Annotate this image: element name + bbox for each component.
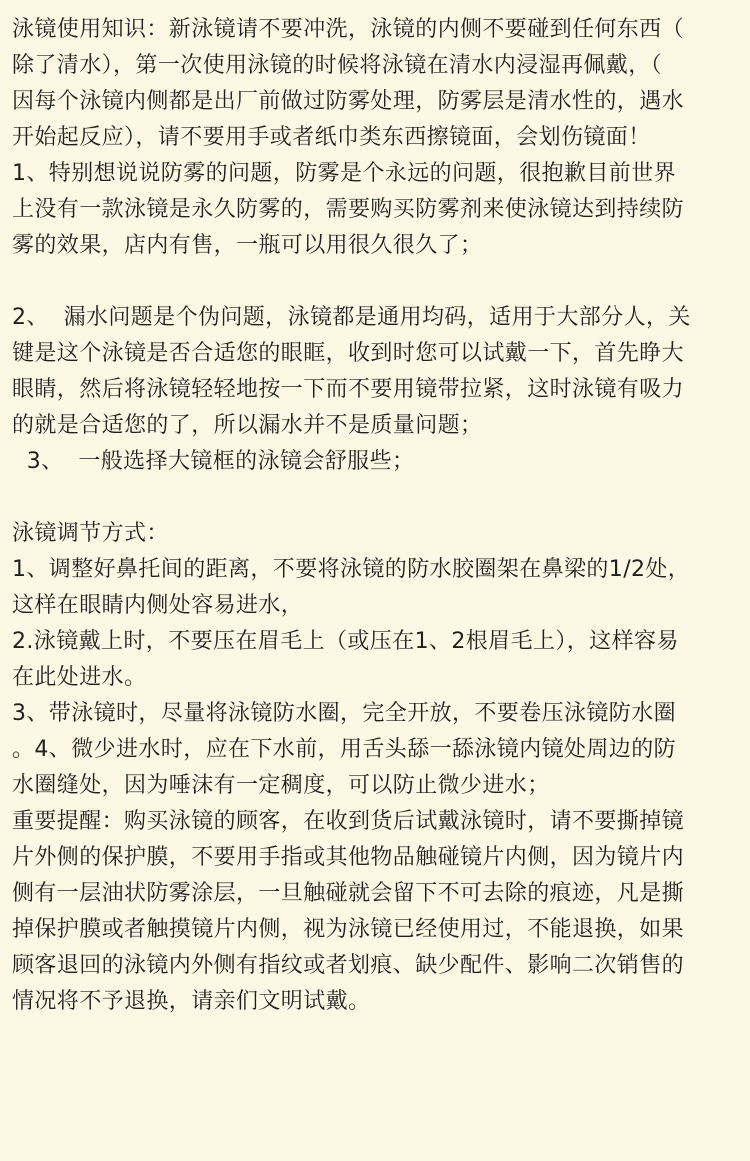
- point-1-line-3: 雾的效果，店内有售，一瓶可以用很久很久了；: [12, 233, 483, 258]
- point-2-line-2: 键是这个泳镜是否合适您的眼眶，收到时您可以试戴一下，首先睁大: [12, 341, 685, 366]
- adjust-4-line-1: 。4、微少进水时，应在下水前，用舌头舔一舔泳镜内镜处周边的防: [12, 737, 676, 762]
- intro-line-3: 因每个泳镜内侧都是出厂前做过防雾处理，防雾层是清水性的，遇水: [12, 89, 685, 114]
- point-2-line-4: 的就是合适您的了，所以漏水并不是质量问题；: [12, 413, 483, 438]
- blank-line: [12, 264, 738, 300]
- reminder-line-4: 掉保护膜或者触摸镜片内侧，视为泳镜已经使用过，不能退换，如果: [12, 917, 685, 942]
- adjust-2-line-2: 在此处进水。: [12, 665, 147, 690]
- point-3-line-1: 3、 一般选择大镜框的泳镜会舒服些；: [12, 449, 415, 474]
- point-1-line-1: 1、特别想说说防雾的问题，防雾是个永远的问题，很抱歉目前世界: [12, 161, 676, 186]
- reminder-line-5: 顾客退回的泳镜内外侧有指纹或者划痕、缺少配件、影响二次销售的: [12, 953, 685, 978]
- adjust-4-line-2: 水圈缝处，因为唾沫有一定稠度，可以防止微少进水；: [12, 773, 550, 798]
- adjust-1-line-2: 这样在眼睛内侧处容易进水，: [12, 593, 304, 618]
- point-2-line-3: 眼睛，然后将泳镜轻轻地按一下而不要用镜带拉紧，这时泳镜有吸力: [12, 377, 685, 402]
- reminder-line-3: 侧有一层油状防雾涂层，一旦触碰就会留下不可去除的痕迹，凡是撕: [12, 881, 685, 906]
- adjust-1-line-1: 1、调整好鼻托间的距离，不要将泳镜的防水胶圈架在鼻梁的1/2处，: [12, 557, 691, 582]
- point-2-line-1: 2、 漏水问题是个伪问题，泳镜都是通用均码，适用于大部分人，关: [12, 305, 691, 330]
- intro-line-1: 泳镜使用知识：新泳镜请不要冲洗，泳镜的内侧不要碰到任何东西（: [12, 17, 685, 42]
- adjust-3-line-1: 3、带泳镜时，尽量将泳镜防水圈，完全开放，不要卷压泳镜防水圈: [12, 701, 676, 726]
- adjust-heading: 泳镜调节方式：: [12, 521, 169, 546]
- reminder-line-1: 重要提醒：购买泳镜的顾客，在收到货后试戴泳镜时，请不要撕掉镜: [12, 809, 685, 834]
- adjust-2-line-1: 2.泳镜戴上时，不要压在眉毛上（或压在1、2根眉毛上），这样容易: [12, 629, 679, 654]
- reminder-line-6: 情况将不予退换，请亲们文明试戴。: [12, 989, 371, 1014]
- intro-line-2: 除了清水），第一次使用泳镜的时候将泳镜在清水内浸湿再佩戴，（: [12, 53, 663, 78]
- intro-line-4: 开始起反应），请不要用手或者纸巾类东西擦镜面，会划伤镜面！: [12, 125, 651, 150]
- blank-line: [12, 480, 738, 516]
- point-1-line-2: 上没有一款泳镜是永久防雾的，需要购买防雾剂来使泳镜达到持续防: [12, 197, 685, 222]
- reminder-line-2: 片外侧的保护膜，不要用手指或其他物品触碰镜片内侧，因为镜片内: [12, 845, 685, 870]
